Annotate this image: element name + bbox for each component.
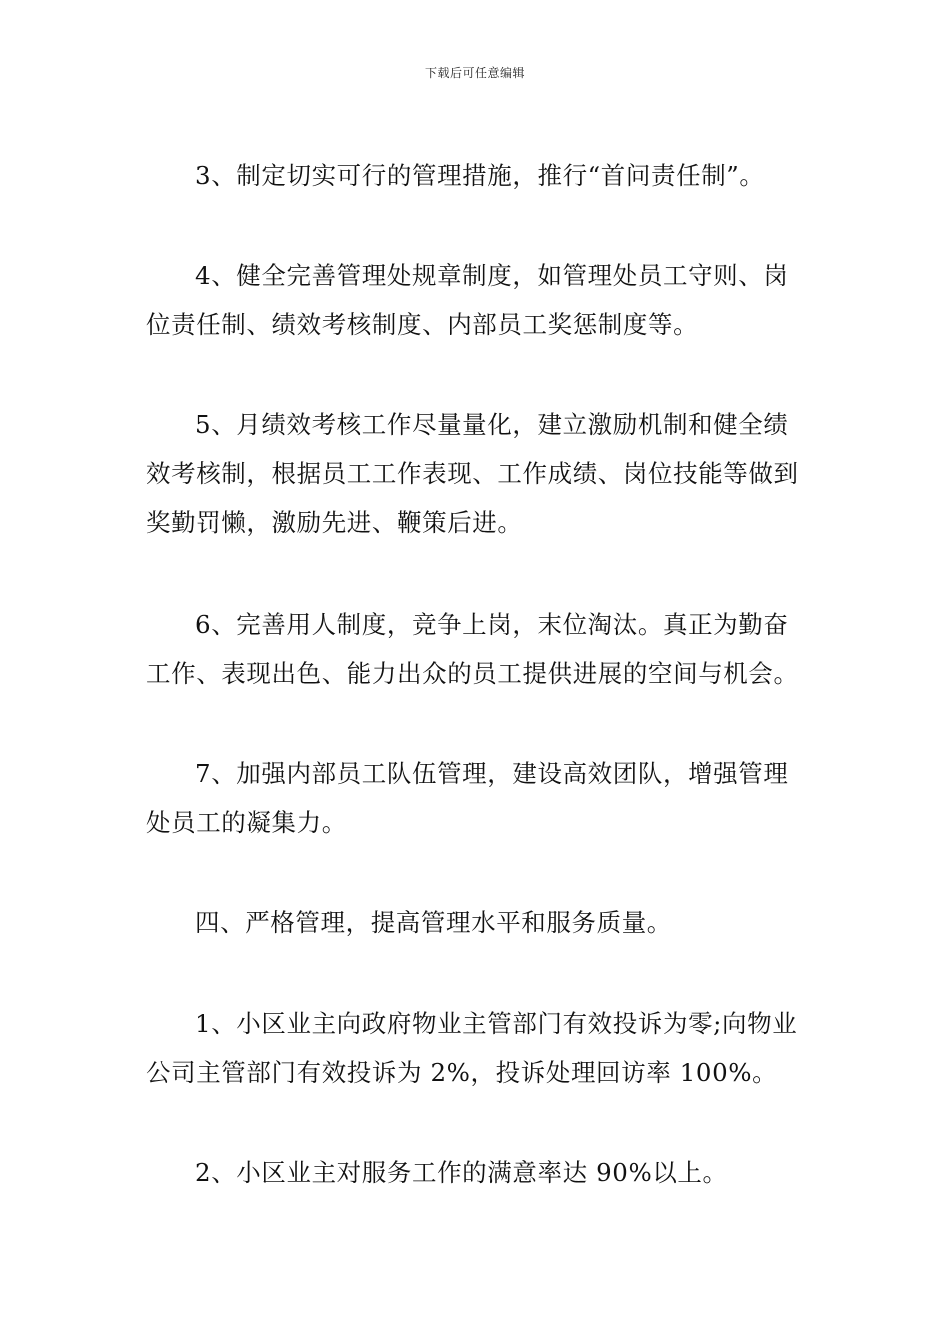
paragraph-item-1: 1、小区业主向政府物业主管部门有效投诉为零;向物业公司主管部门有效投诉为 2%，投诉处理回访率 100%。 [146,1008,798,1087]
paragraph-item-3: 3、制定切实可行的管理措施，推行“首问责任制”。 [195,160,765,190]
paragraph-item-2: 2、小区业主对服务工作的满意率达 90%以上。 [195,1157,728,1187]
paragraph-item-7: 7、加强内部员工队伍管理，建设高效团队，增强管理处员工的凝集力。 [146,758,789,837]
paragraph-item-5: 5、月绩效考核工作尽量量化，建立激励机制和健全绩效考核制，根据员工工作表现、工作成绩、岗位技能等做到奖勤罚懒，激励先进、鞭策后进。 [146,409,799,537]
page-header: 下载后可任意编辑 [424,66,525,80]
paragraph-item-6: 6、完善用人制度，竞争上岗，末位淘汰。真正为勤奋工作、表现出色、能力出众的员工提供进展的空间与机会。 [146,609,799,688]
paragraph-item-4: 4、健全完善管理处规章制度，如管理处员工守则、岗位责任制、绩效考核制度、内部员工奖惩制度等。 [146,260,789,339]
section-heading-four: 四、严格管理，提高管理水平和服务质量。 [195,907,672,937]
